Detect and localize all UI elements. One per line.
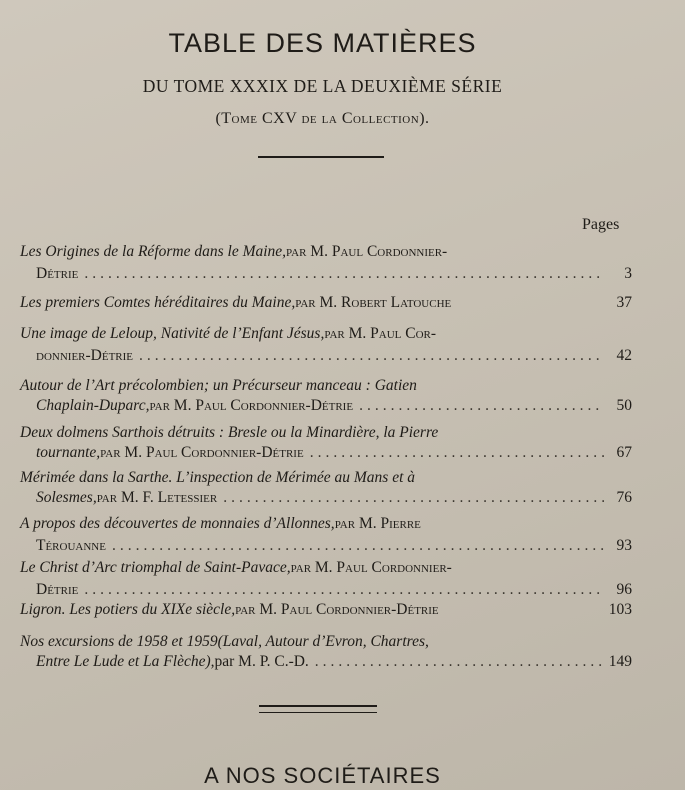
toc-entry [20, 601, 632, 619]
leader-dots [310, 444, 604, 462]
toc-entry [20, 243, 632, 283]
entry-title: Ligron. Les potiers du XIXe siècle, [20, 601, 236, 618]
entry-title-cont: Entre Le Lude et La Flèche), [36, 653, 215, 670]
entry-author: par M. P. C.-D. [214, 653, 309, 670]
entry-title: Nos excursions de 1958 et 1959 [20, 633, 218, 650]
footer-heading: A NOS SOCIÉTAIRES [204, 763, 441, 788]
entry-author: par M. Paul Cordonnier-Détrie [149, 397, 354, 414]
entry-author-cont: Détrie [36, 581, 79, 598]
page-title: TABLE DES MATIÈRES [168, 28, 477, 58]
entry-page: 3 [624, 265, 632, 282]
entry-author: par M. Paul Cordonnier-Détrie [235, 601, 439, 618]
entry-author: par M. Paul Cordonnier- [290, 559, 452, 576]
entry-page: 149 [608, 653, 632, 670]
volume-subtitle: DU TOME XXXIX DE LA DEUXIÈME SÉRIE [142, 76, 503, 96]
bottom-divider [259, 705, 377, 713]
leader-dots [84, 265, 604, 283]
entry-page: 37 [616, 294, 632, 311]
leader-dots [315, 653, 603, 671]
entry-author-cont: donnier-Détrie [36, 347, 134, 364]
entry-title: Les premiers Comtes héréditaires du Maine, [20, 294, 296, 311]
entry-page: 103 [608, 601, 632, 618]
entry-author: par M. Paul Cordonnier- [286, 243, 448, 260]
leader-dots [112, 537, 604, 555]
entry-title-cont: (Laval, Autour d’Evron, Chartres, [217, 633, 429, 650]
leader-dots [139, 347, 604, 365]
entry-page: 96 [616, 581, 632, 598]
entry-page: 67 [616, 444, 632, 461]
toc-entry [20, 325, 632, 365]
toc-entry [20, 294, 632, 312]
entry-page: 42 [616, 347, 632, 364]
leader-dots [359, 397, 604, 415]
entry-author: par M. Robert Latouche [295, 294, 452, 311]
entry-title: Une image de Leloup, Nativité de l’Enfant Jésus, [20, 325, 325, 342]
entry-author-cont: Térouanne [36, 537, 106, 554]
entry-title-cont: Solesmes, [36, 489, 97, 506]
pages-column-header: Pages [582, 216, 620, 233]
toc-entry [20, 424, 632, 462]
entry-title: Les Origines de la Réforme dans le Maine, [20, 243, 287, 260]
entry-title: Mérimée dans la Sarthe. L’inspection de Mérimée au Mans et à [20, 469, 416, 486]
entry-author: par M. F. Letessier [96, 489, 218, 506]
leader-dots [223, 489, 604, 507]
entry-page: 50 [616, 397, 632, 414]
entry-author: par M. Pierre [334, 515, 421, 532]
entry-title: Autour de l’Art précolombien; un Précurseur manceau : Gatien [20, 377, 417, 394]
entry-title: Deux dolmens Sarthois détruits : Bresle ou la Minardière, la Pierre [20, 424, 439, 441]
toc-entry [20, 377, 632, 415]
toc-entry [20, 559, 632, 599]
entry-title: A propos des découvertes de monnaies d’Allonnes, [20, 515, 335, 532]
entry-title-cont: tournante, [36, 444, 101, 461]
entry-author-cont: Détrie [36, 265, 79, 282]
entry-author: par M. Paul Cordonnier-Détrie [100, 444, 304, 461]
toc-entry [20, 515, 632, 555]
entry-page: 93 [616, 537, 632, 554]
collection-subtitle: (Tome CXV de la Collection). [215, 110, 430, 127]
top-divider [258, 156, 384, 158]
entry-author: par M. Paul Cor- [324, 325, 437, 342]
entry-title-cont: Chaplain-Duparc, [36, 397, 150, 414]
leader-dots [84, 581, 604, 599]
toc-entry [20, 633, 632, 671]
entry-title: Le Christ d’Arc triomphal de Saint-Pavace, [20, 559, 291, 576]
entry-page: 76 [616, 489, 632, 506]
toc-entry [20, 469, 632, 507]
